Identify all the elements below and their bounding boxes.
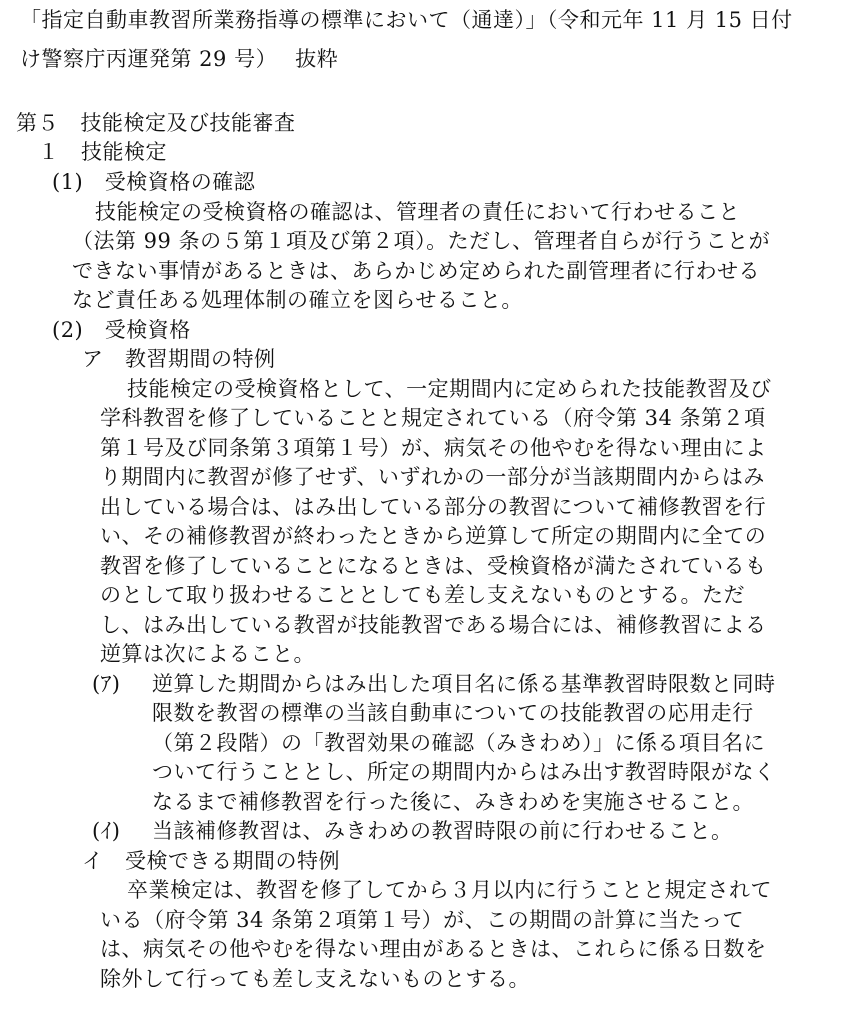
item-1-body-line: できない事情があるときは、あらかじめ定められた副管理者に行わせる — [72, 259, 760, 283]
notice-title-line-1: 「指定自動車教習所業務指導の標準において（通達）」（令和元年 11 月 15 日付 — [20, 8, 793, 32]
section-5-heading: 第５ 技能検定及び技能審査 — [16, 111, 296, 135]
clause-a-body-line: 学科教習を修了していることと規定されている（府令第 34 条第２項 — [100, 406, 766, 430]
subclause-a-body-line: （第２段階）の「教習効果の確認（みきわめ）」に係る項目名に — [152, 731, 765, 755]
clause-i-body-line: 除外して行っても差し支えないものとする。 — [100, 967, 530, 991]
clause-a-body-line: 逆算は次によること。 — [100, 642, 315, 666]
subclause-b-body: 当該補修教習は、みきわめの教習時限の前に行わせること。 — [152, 819, 733, 843]
clause-i-heading: イ 受検できる期間の特例 — [82, 849, 340, 873]
clause-a-body-line: のとして取り扱わせることとしても差し支えないものとする。ただ — [100, 583, 745, 607]
clause-a-body-line: し、はみ出している教習が技能教習である場合には、補修教習による — [100, 613, 767, 637]
clause-i-body-line: は、病気その他やむを得ない理由があるときは、これらに係る日数を — [100, 937, 767, 961]
subclause-a-body-line: なるまで補修教習を行った後に、みきわめを実施させること。 — [152, 790, 754, 814]
item-1-body-line: など責任ある処理体制の確立を図らせること。 — [72, 288, 523, 312]
notice-title-line-2: け警察庁丙運発第 29 号） 抜粋 — [20, 47, 339, 71]
clause-i-body-line: いる（府令第 34 条第２項第１号）が、この期間の計算に当たって — [100, 908, 745, 932]
clause-i-body-line: 卒業検定は、教習を修了してから３月以内に行うことと規定されて — [127, 878, 772, 902]
clause-a-body-line: 技能検定の受検資格として、一定期間内に定められた技能教習及び — [127, 377, 772, 401]
subclause-b-marker: (ｲ) — [92, 819, 121, 843]
clause-a-body-line: 教習を修了していることになるときは、受検資格が満たされているも — [100, 554, 767, 578]
subclause-a-body-line: 限数を教習の標準の当該自動車についての技能教習の応用走行 — [152, 701, 754, 725]
clause-a-body-line: 第１号及び同条第３項第１号）が、病気その他やむを得ない理由によ — [100, 436, 767, 460]
item-1-body-line: （法第 99 条の５第１項及び第２項）。ただし、管理者自らが行うことが — [72, 229, 771, 253]
clause-a-body-line: 出している場合は、はみ出している部分の教習について補修教習を行 — [100, 495, 767, 519]
clause-a-heading: ア 教習期間の特例 — [82, 347, 276, 371]
subsection-1-heading: １ 技能検定 — [38, 140, 167, 164]
subclause-a-body-line: ついて行うこととし、所定の期間内からはみ出す教習時限がなく — [152, 760, 776, 784]
clause-a-body-line: い、その補修教習が終わったときから逆算して所定の期間内に全ての — [100, 524, 767, 548]
item-1-body-line: 技能検定の受検資格の確認は、管理者の責任において行わせること — [95, 200, 740, 224]
item-1-heading: (1) 受検資格の確認 — [52, 170, 256, 194]
item-2-heading: (2) 受検資格 — [52, 318, 191, 342]
clause-a-body-line: り期間内に教習が修了せず、いずれかの一部分が当該期間内からはみ — [100, 465, 765, 489]
subclause-a-marker: (ｱ) — [92, 672, 121, 696]
subclause-a-body-line: 逆算した期間からはみ出した項目名に係る基準教習時限数と同時 — [152, 672, 776, 696]
